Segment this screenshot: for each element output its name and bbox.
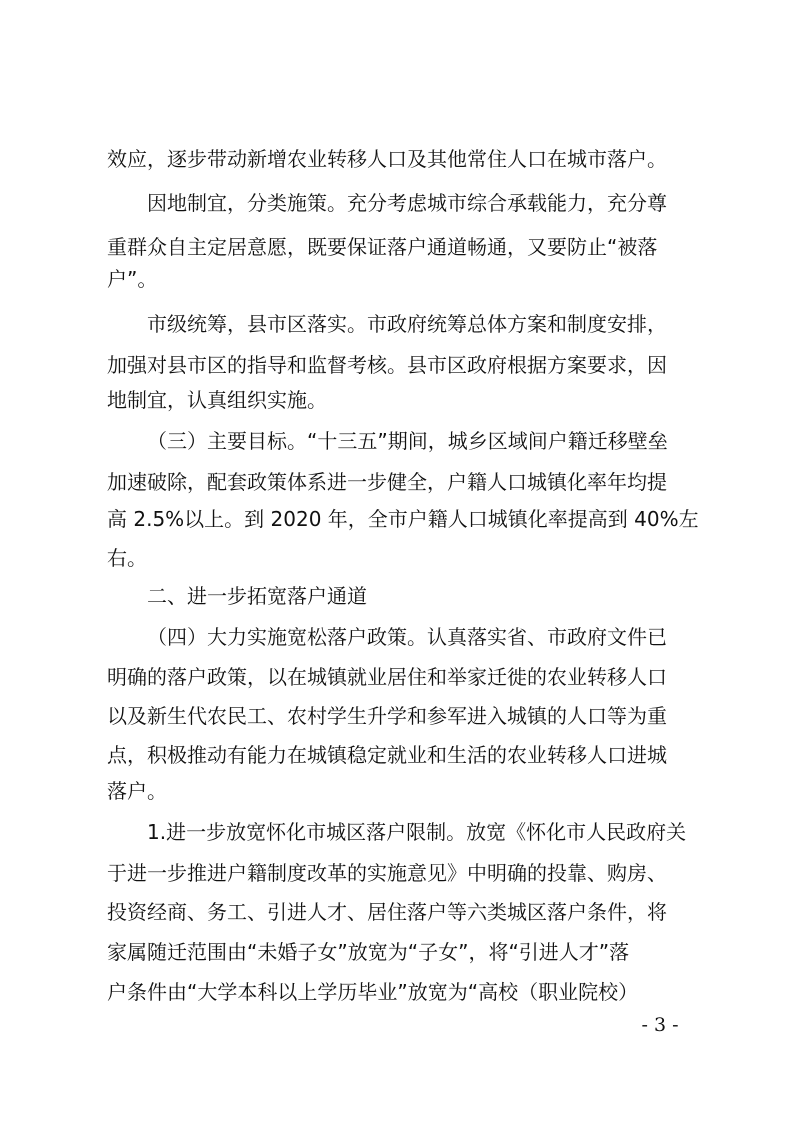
line-text: 地制宜，认真组织实施。 bbox=[107, 388, 327, 412]
text-line bbox=[0, 183, 793, 223]
text-line bbox=[0, 345, 793, 385]
line-text: 户”。 bbox=[107, 267, 158, 291]
line-text: 右。 bbox=[107, 546, 147, 570]
text-line bbox=[0, 304, 793, 344]
text-line bbox=[0, 972, 793, 1012]
text-line bbox=[0, 892, 793, 932]
text-line bbox=[0, 421, 793, 461]
line-text: 1.进一步放宽怀化市城区落户限制。放宽《怀化市人民政府关 bbox=[147, 820, 687, 844]
section-heading-text: 二、进一步拓宽落户通道 bbox=[147, 584, 367, 608]
line-text: 以及新生代农民工、农村学生升学和参军进入城镇的人口等为重 bbox=[107, 704, 667, 728]
section-heading bbox=[0, 576, 793, 616]
text-line bbox=[0, 771, 793, 811]
line-text: 因地制宜，分类施策。充分考虑城市综合承载能力，充分尊 bbox=[147, 191, 667, 215]
line-text: 投资经商、务工、引进人才、居住落户等六类城区落户条件，将 bbox=[107, 900, 667, 924]
text-line bbox=[0, 735, 793, 775]
line-text: 高 2.5%以上。到 2020 年，全市户籍人口城镇化率提高到 40%左 bbox=[107, 507, 699, 531]
text-line bbox=[0, 617, 793, 657]
text-line bbox=[0, 812, 793, 852]
text-line bbox=[0, 657, 793, 697]
line-text: 效应，逐步带动新增农业转移人口及其他常住人口在城市落户。 bbox=[107, 147, 667, 171]
text-line bbox=[0, 380, 793, 420]
line-text: 市级统筹，县市区落实。市政府统筹总体方案和制度安排， bbox=[147, 312, 667, 336]
line-text: 落户。 bbox=[107, 779, 167, 803]
line-text: 重群众自主定居意愿，既要保证落户通道畅通，又要防止“被落 bbox=[107, 235, 658, 259]
line-text: 加速破除，配套政策体系进一步健全，户籍人口城镇化率年均提 bbox=[107, 470, 667, 494]
line-text: 户条件由“大学本科以上学历毕业”放宽为“高校（职业院校） bbox=[107, 980, 639, 1004]
line-text: 明确的落户政策，以在城镇就业居住和举家迁徙的农业转移人口 bbox=[107, 665, 667, 689]
line-text: （三）主要目标。“十三五”期间，城乡区域间户籍迁移壁垒 bbox=[147, 429, 668, 453]
text-line bbox=[0, 499, 793, 539]
text-line bbox=[0, 932, 793, 972]
line-text: 于进一步推进户籍制度改革的实施意见》中明确的投靠、购房、 bbox=[107, 861, 667, 885]
line-text: 加强对县市区的指导和监督考核。县市区政府根据方案要求，因 bbox=[107, 353, 667, 377]
text-line bbox=[0, 538, 793, 578]
page-number: - 3 - bbox=[641, 1014, 679, 1036]
line-text: 点，积极推动有能力在城镇稳定就业和生活的农业转移人口进城 bbox=[107, 743, 667, 767]
text-line bbox=[0, 259, 793, 299]
text-line bbox=[0, 462, 793, 502]
line-text: 家属随迁范围由“未婚子女”放宽为“子女”，将“引进人才”落 bbox=[107, 940, 630, 964]
text-line bbox=[0, 853, 793, 893]
text-line bbox=[0, 696, 793, 736]
text-line bbox=[0, 139, 793, 179]
line-text: （四）大力实施宽松落户政策。认真落实省、市政府文件已 bbox=[147, 625, 667, 649]
